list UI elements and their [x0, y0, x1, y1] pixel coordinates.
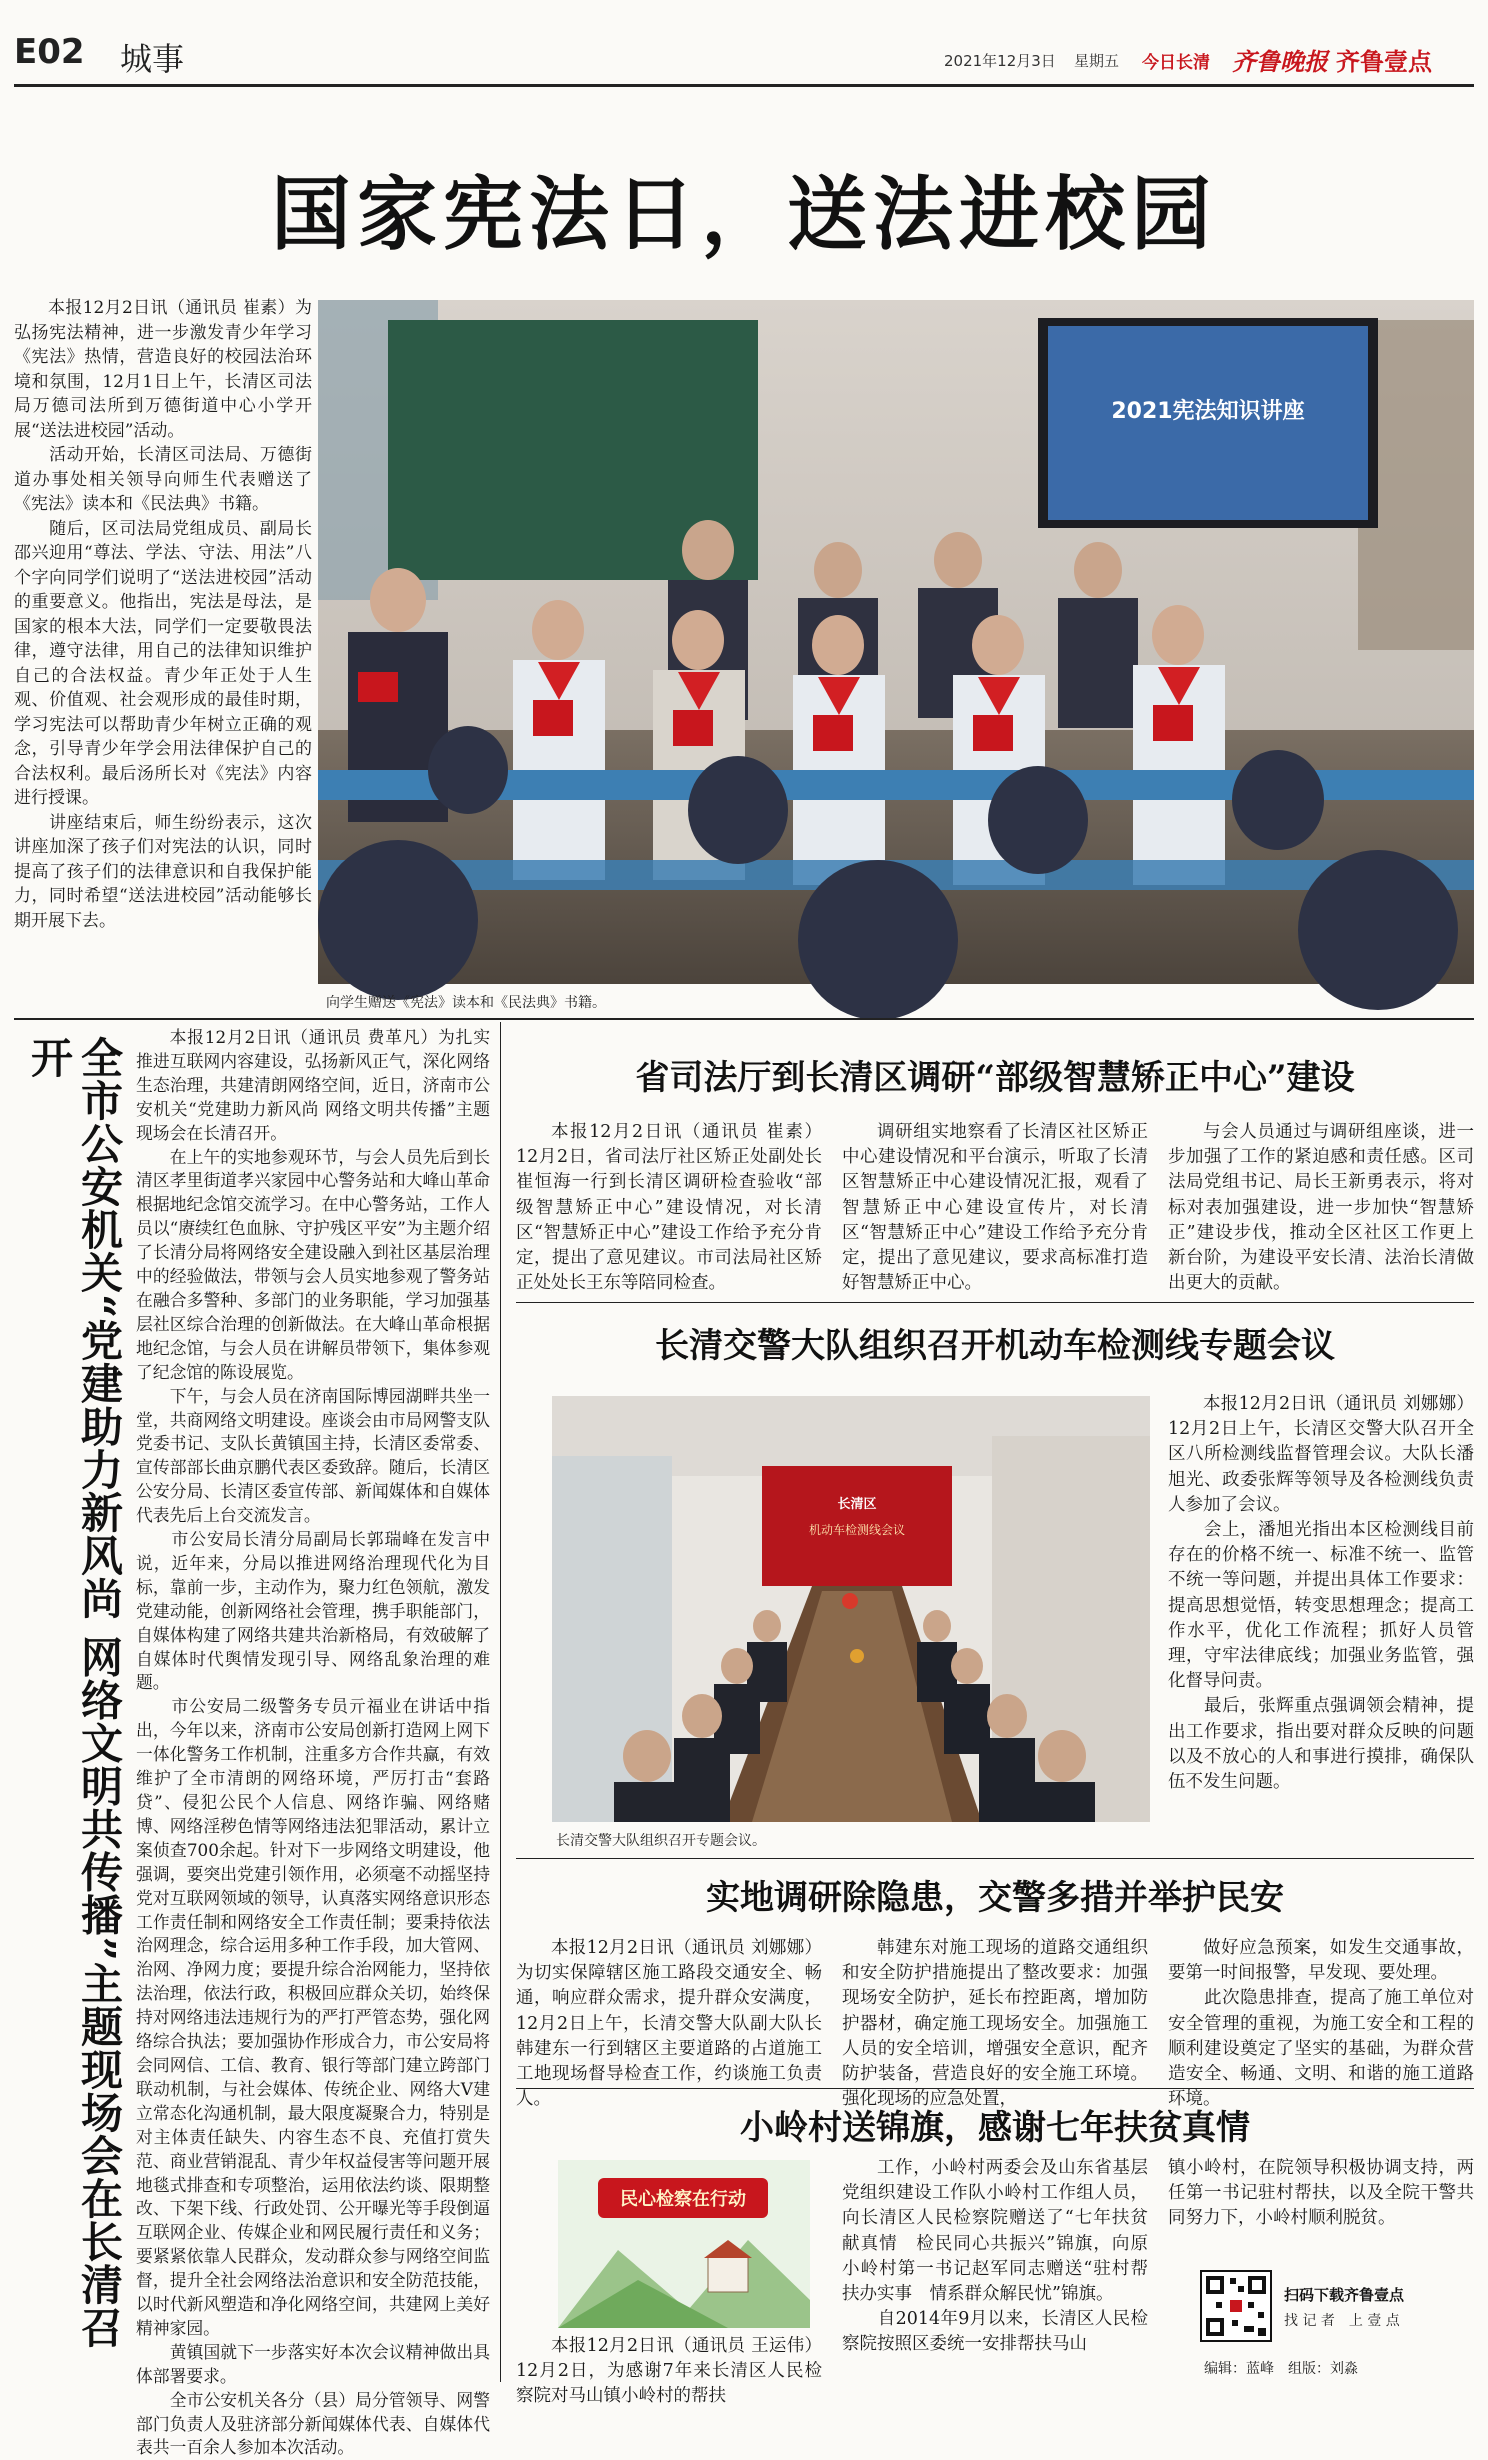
meeting-screen-line2: 机动车检测线会议 — [808, 1523, 906, 1537]
page-header — [14, 30, 1474, 80]
app-logo: 齐鲁壹点 — [1336, 48, 1432, 76]
article6-title: 小岭村送锦旗，感谢七年扶贫真情 — [740, 2108, 1250, 2148]
footer-credits: 编辑：蓝峰 组版：刘淼 — [1204, 2361, 1358, 2377]
issue-date: 2021年12月3日 — [944, 52, 1056, 70]
article5-title: 实地调研除隐患，交警多措并举护民安 — [706, 1878, 1284, 1918]
divider-article5 — [516, 2088, 1474, 2089]
article2-body: 本报12月2日讯（通讯员 费革凡）为扎实推进互联网内容建设，弘扬新风正气，深化网络生态治理，共建清朗网络空间，近日，济南市公安机关“党建助力新风尚 网络文明共传播”主题现场会在长清召开。 在上午的实地参观环节，与会人员先后到长清区孝里街道孝兴家园中心警务站和大峰山革命根据地纪念馆交流学习。在中心警务站，工作人员以“赓续红色血脉、守护残区平安”为主题介绍了长清分局将网络安全建设融入到社区基层治理中的经验做法，带领与会人员实地参观了警务站在融合多警种、多部门的业务职能，学习加强基层社区综合治理的创新做法。在大峰山革命根据地纪念馆，与会人员在讲解员带领下，集体参观了纪念馆的陈设展览。 下午，与会人员在济南国际博园湖畔共坐一堂，共商网络文明建设。座谈会由市局网警支队党委书记、支队长黄镇国主持，长清区委常委、宣传部部长曲京鹏代表区委致辞。随后，长清区公安分局、长清区委宣传部、新闻媒体和自媒体代表先后上台交流发言。 市公安局长清分局副局长郭瑞峰在发言中说，近年来，分局以推进网络治理现代化为目标，靠前一步，主动作为，聚力红色领航，激发党建动能，创新网络社会管理，携手职能部门，自媒体构建了网络共建共治新格局，有效破解了自媒体时代舆情发现引导、网络乱象治理的难题。 市公安局二级警务专员亓福业在讲话中指出，今年以来，济南市公安局创新打造网上网下一体化警务工作机制，注重多方合作共赢，有效维护了全市清朗的网络环境，严厉打击“套路贷”、侵犯公民个人信息、网络诈骗、网络赌博、网络淫秽色情等网络违法犯罪活动，累计立案侦查700余起。针对下一步网络文明建设，他强调，要突出党建引领作用，必须毫不动摇坚持党对互联网领域的领导，认真落实网络意识形态工作责任制和网络安全工作责任制；要秉持依法治网理念，综合运用多种工作手段，加大管网、治网、净网力度；要提升综合治网能力，坚持依法治理，依法行政，积极回应群众关切，始终保持对网络违法违规行为的严打严管态势，强化网络综合执法；要加强协作形成合力，市公安局将会同网信、工信、教育、银行等部门建立跨部门联动机制，与社会媒体、传统企业、网络大V建立常态化沟通机制，最大限度凝聚合力，特别是对主体责任缺失、内容生态不良、充值打赏失范、商业营销混乱、青少年权益侵害等问题开展地毯式排查和专项整治，运用依法约谈、限期整改、下架下线、行政处罚、公开曝光等手段倒逼互联网企业、传媒企业和网民履行责任和义务；要紧紧依靠人民群众，发动群众参与网络空间监督，提升全社会网络法治意识和安全防范技能，以时代新风塑造和净化网络空间，共建网上美好精神家园。 黄镇国就下一步落实好本次会议精神做出具体部署要求。 全市公安机关各分（县）局分管领导、网警部门负责人及驻济部分新闻媒体代表、自媒体代表共一百余人参加本次活动。 — [136, 1027, 490, 2458]
article3-col2: 调研组实地察看了长清区社区矫正中心建设情况和平台演示，听取了长清区智慧矫正中心建设情况汇报，观看了智慧矫正中心建设宣传片，对长清区“智慧矫正中心”建设工作给予充分肯定，提出了意见建议，要求高标准打造好智慧矫正中心。 — [842, 1122, 1148, 1294]
article6-badge-image — [558, 2160, 810, 2328]
article5-col3: 做好应急预案，如发生交通事故，要第一时间报警，早发现、要处理。 此次隐患排查，提高了施工单位对安全管理的重视，为施工安全和工程的顺利建设奠定了坚实的基础，为群众营造安全、畅通、文明、和谐的施工道路环境。 — [1168, 1938, 1474, 2110]
divider-article1 — [14, 1018, 1474, 1020]
divider-vertical — [500, 1022, 501, 2382]
article3-title: 省司法厅到长清区调研“部级智慧矫正中心”建设 — [635, 1058, 1355, 1098]
article3-col1: 本报12月2日讯（通讯员 崔素）12月2日，省司法厅社区矫正处副处长崔恒海一行到长清区调研检查验收“部级智慧矫正中心”建设情况，对长清区“智慧矫正中心”建设工作给予充分肯定，提出了意见建议。市司法局社区矫正处处长王东等陪同检查。 — [516, 1122, 822, 1294]
article4-caption: 长清交警大队组织召开专题会议。 — [556, 1833, 766, 1849]
article1-photo — [318, 300, 1474, 984]
divider-article4 — [516, 1858, 1474, 1859]
meeting-screen-line1: 长清区 — [837, 1497, 877, 1512]
screen-title: 2021宪法知识讲座 — [1111, 399, 1305, 424]
article5-col2: 韩建东对施工现场的道路交通组织和安全防护措施提出了整改要求：加强现场安全防护，延长布控距离，增加防护器材，确定施工现场安全。加强施工人员的安全培训，增强安全意识，配齐防护装备，营造良好的安全施工环境。强化现场的应急处置， — [842, 1938, 1148, 2110]
qr-label-1: 扫码下载齐鲁壹点 — [1284, 2286, 1405, 2304]
article1-caption: 向学生赠送《宪法》读本和《民法典》书籍。 — [326, 995, 606, 1011]
header-rule — [14, 84, 1474, 87]
meeting-photo-image — [552, 1396, 1150, 1822]
qr-code[interactable] — [1200, 2270, 1272, 2342]
issue-weekday: 星期五 — [1074, 52, 1120, 70]
article2-vertical-title: 全市公安机关“党建助力新风尚 网络文明共传播”主题现场会在长清召开 — [25, 1036, 124, 2349]
qr-label-2: 找 记 者 上 壹 点 — [1284, 2313, 1400, 2329]
article3-col3: 与会人员通过与调研组座谈，进一步加强了工作的紧迫感和责任感。区司法局党组书记、局长王新勇表示，将对标对表加强建设，进一步加快“智慧矫正”建设步伐，推动全区社区工作更上新台阶，为建设平安长清、法治长清做出更大的贡献。 — [1168, 1122, 1474, 1294]
article4-body: 本报12月2日讯（通讯员 刘娜娜）12月2日上午，长清区交警大队召开全区八所检测线监督管理会议。大队长潘旭光、政委张辉等领导及各检测线负责人参加了会议。 会上，潘旭光指出本区检测线目前存在的价格不统一、标准不统一、监管不统一等问题，并提出具体工作要求：提高思想觉悟，转变思想理念；提高工作水平，优化工作流程；抓好人员管理，守牢法律底线；加强业务监管，强化督导问责。 最后，张辉重点强调领会精神，提出工作要求，指出要对群众反映的问题以及不放心的人和事进行摸排，确保队伍不发生问题。 — [1168, 1394, 1474, 1793]
classroom-photo-image — [318, 300, 1474, 984]
edition-label: 今日长清 — [1142, 53, 1210, 73]
article1-body: 本报12月2日讯（通讯员 崔素）为弘扬宪法精神，进一步激发青少年学习《宪法》热情，营造良好的校园法治环境和氛围，12月1日上午，长清区司法局万德司法所到万德街道中心小学开展“送法进校园”活动。 活动开始，长清区司法局、万德街道办事处相关领导向师生代表赠送了《宪法》读本和《民法典》书籍。 随后，区司法局党组成员、副局长邵兴迎用“尊法、学法、守法、用法”八个字向同学们说明了“送法进校园”活动的重要意义。他指出，宪法是母法，是国家的根本大法，同学们一定要敬畏法律，遵守法律，用自己的法律知识维护自己的合法权益。青少年正处于人生观、价值观、社会观形成的最佳时期，学习宪法可以帮助青少年树立正确的观念，引导青少年学会用法律保护自己的合法权利。最后汤所长对《宪法》内容进行授课。 讲座结束后，师生纷纷表示，这次讲座加深了孩子们对宪法的认识，同时提高了孩子们的法律意识和自我保护能力，同时希望“送法进校园”活动能够长期开展下去。 — [14, 298, 312, 931]
newspaper-logo: 齐鲁晚报 — [1232, 47, 1328, 76]
article4-photo — [552, 1396, 1150, 1822]
article6-col1: 本报12月2日讯（通讯员 王运伟）12月2日，为感谢7年来长清区人民检察院对马山镇小岭村的帮扶 — [516, 2336, 822, 2407]
section-label: 城事 — [120, 40, 185, 78]
article6-col2: 工作，小岭村两委会及山东省基层党组织建设工作队小岭村工作组人员，向长清区人民检察院赠送了“七年扶贫献真情 检民同心共振兴”锦旗，向原小岭村第一书记赵军同志赠送“驻村帮扶办实事 情系群众解民忧”锦旗。 自2014年9月以来，长清区人民检察院按照区委统一安排帮扶马山 — [842, 2158, 1148, 2355]
main-headline: 国家宪法日，送法进校园 — [271, 167, 1217, 261]
article5-col1: 本报12月2日讯（通讯员 刘娜娜）为切实保障辖区施工路段交通安全、畅通，响应群众需求，提升群众安满度，12月2日上午，长清交警大队副大队长韩建东一行到辖区主要道路的占道施工工地现场督导检查工作，约谈施工负责人。 — [516, 1938, 822, 2110]
qr-code-icon — [1202, 2272, 1270, 2340]
page-code: E02 — [14, 32, 85, 72]
divider-article3 — [516, 1302, 1474, 1303]
article6-col3: 镇小岭村，在院领导积极协调支持，两任第一书记驻村帮扶，以及全院干警共同努力下，小岭村顺利脱贫。 — [1168, 2158, 1474, 2229]
badge-illustration — [558, 2160, 810, 2328]
article4-title: 长清交警大队组织召开机动车检测线专题会议 — [655, 1326, 1335, 1366]
badge-text: 民心检察在行动 — [620, 2189, 746, 2210]
